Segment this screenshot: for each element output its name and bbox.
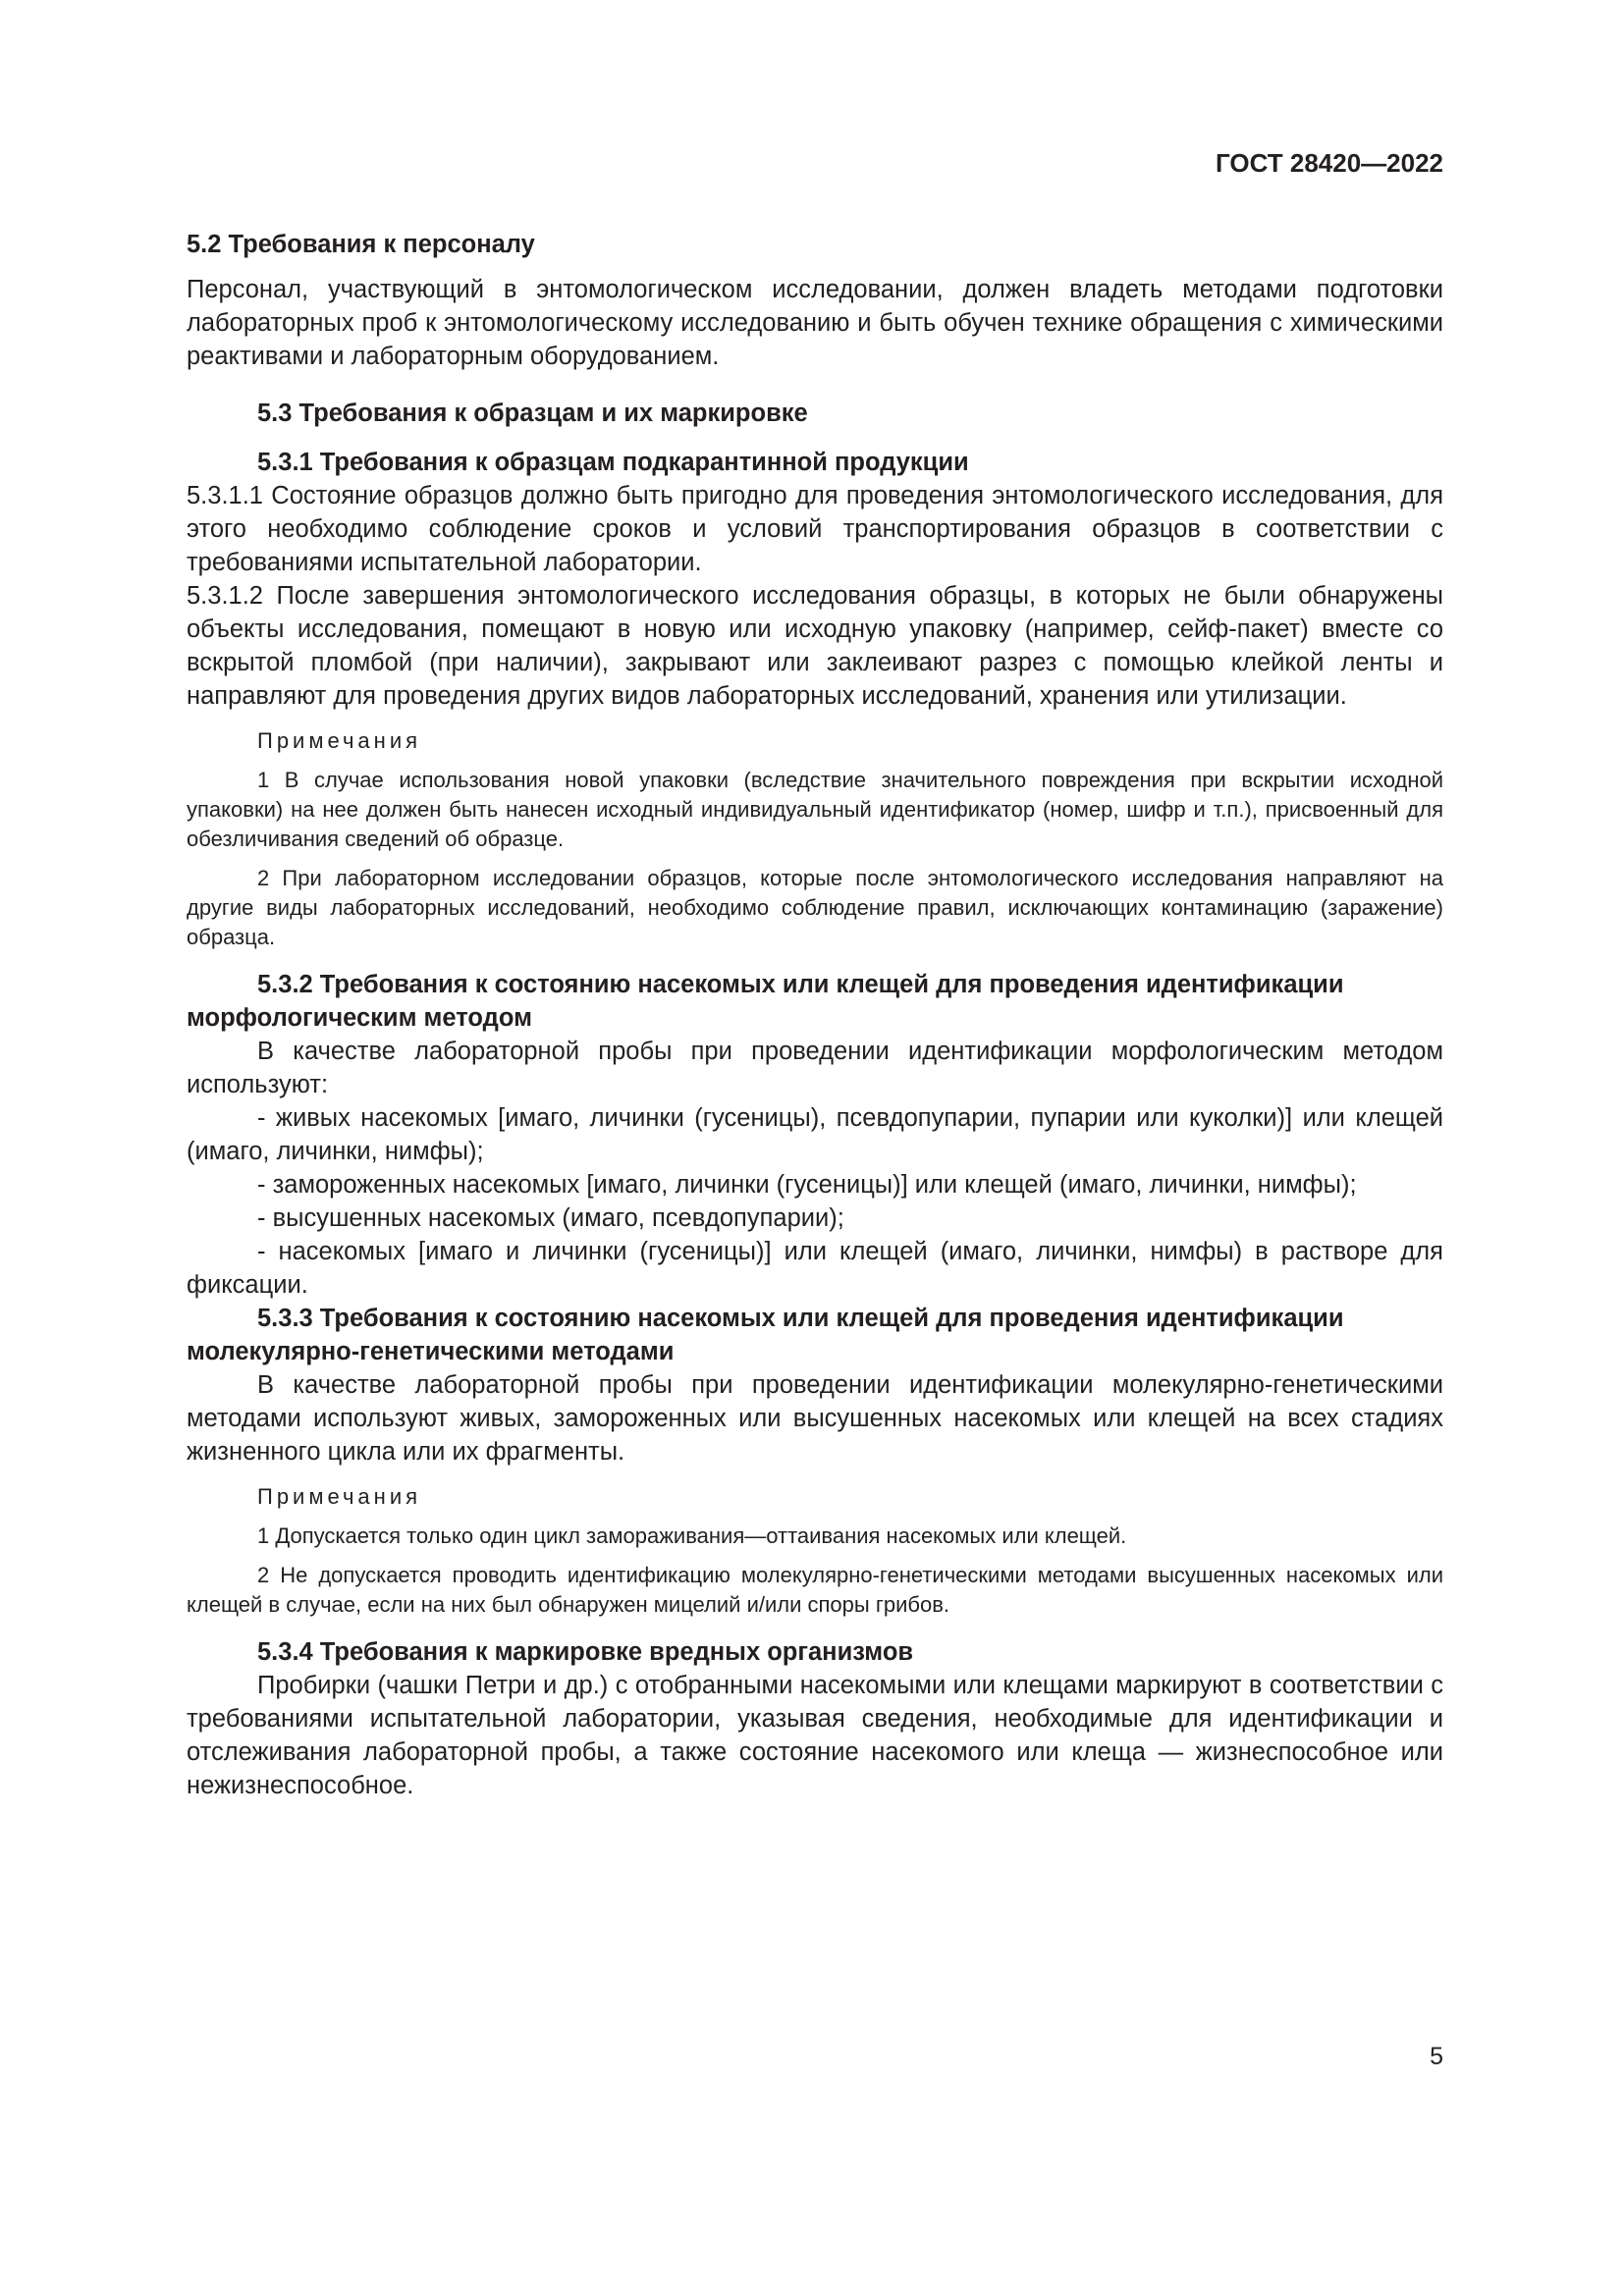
- section-5-3-3-text: В качестве лабораторной пробы при проведении идентификации молекулярно-генетическими методами используют живых, замороженных или высушенных насекомых или клещей на всех стадиях жизненного цикла или их фрагменты.: [187, 1371, 1443, 1466]
- note-1-1: 1 В случае использования новой упаковки (вследствие значительного повреждения при вскрытии исходной упаковки) на нее должен быть нанесен исходный индивидуальный идентификатор (номер, шифр и т.п.), присвоенный для обезличивания сведений об образце.: [187, 768, 1443, 851]
- list-item: - насекомых [имаго и личинки (гусеницы)] или клещей (имаго, личинки, нимфы) в растворе для фиксации.: [187, 1238, 1443, 1299]
- section-5-2-heading: 5.2 Требования к персоналу: [187, 231, 535, 258]
- clause-5-3-1-1: 5.3.1.1 Состояние образцов должно быть пригодно для проведения энтомологического исследования, для этого необходимо соблюдение сроков и условий транспортирования образцов в соответствии с требованиями испытательной лаборатории.: [187, 482, 1443, 576]
- section-5-2-text: Персонал, участвующий в энтомологическом исследовании, должен владеть методами подготовки лабораторных проб к энтомологическому исследованию и быть обучен технике обращения с химическими реактивами и лабораторным оборудованием.: [187, 276, 1443, 370]
- notes-2-title: Примечания: [257, 1484, 422, 1509]
- section-5-3-1-heading: 5.3.1 Требования к образцам подкарантинной продукции: [257, 449, 969, 476]
- note-2-2: 2 Не допускается проводить идентификацию молекулярно-генетическими методами высушенных насекомых или клещей в случае, если на них был обнаружен мицелий и/или споры грибов.: [187, 1563, 1443, 1617]
- note-2-1: 1 Допускается только один цикл замораживания—оттаивания насекомых или клещей.: [257, 1523, 1127, 1548]
- section-5-3-2-text: В качестве лабораторной пробы при проведении идентификации морфологическим методом используют:: [187, 1038, 1443, 1098]
- document-code: ГОСТ 28420—2022: [1216, 148, 1443, 178]
- notes-1-title: Примечания: [257, 728, 422, 753]
- section-5-3-3-heading: 5.3.3 Требования к состоянию насекомых или клещей для проведения идентификации молекулярно-генетическими методами: [187, 1305, 1344, 1365]
- clause-5-3-1-2: 5.3.1.2 После завершения энтомологического исследования образцы, в которых не были обнаружены объекты исследования, помещают в новую или исходную упаковку (например, сейф-пакет) вместе со вскрытой пломбой (при наличии), закрывают или заклеивают разрез с помощью клейкой ленты и направляют для проведения других видов лабораторных исследований, хранения или утилизации.: [187, 582, 1443, 710]
- list-item: - замороженных насекомых [имаго, личинки (гусеницы)] или клещей (имаго, личинки, нимфы);: [257, 1171, 1357, 1199]
- section-5-3-4-heading: 5.3.4 Требования к маркировке вредных организмов: [257, 1638, 914, 1666]
- list-item: - высушенных насекомых (имаго, псевдопупарии);: [257, 1204, 844, 1232]
- section-5-3-4-text: Пробирки (чашки Петри и др.) с отобранными насекомыми или клещами маркируют в соответствии с требованиями испытательной лаборатории, указывая сведения, необходимые для идентификации и отслеживания лабораторной пробы, а также состояние насекомого или клеща — жизнеспособное или нежизнеспособное.: [187, 1672, 1443, 1799]
- document-page: [187, 0, 1443, 2296]
- note-1-2: 2 При лабораторном исследовании образцов, которые после энтомологического исследования направляют на другие виды лабораторных исследований, необходимо соблюдение правил, исключающих контаминацию (заражение) образца.: [187, 866, 1443, 949]
- section-5-3-2-heading: 5.3.2 Требования к состоянию насекомых или клещей для проведения идентификации морфологическим методом: [187, 971, 1344, 1032]
- page-number: 5: [1430, 2043, 1443, 2070]
- section-5-3-heading: 5.3 Требования к образцам и их маркировке: [257, 400, 808, 427]
- list-item: - живых насекомых [имаго, личинки (гусеницы), псевдопупарии, пупарии или куколки)] или клещей (имаго, личинки, нимфы);: [187, 1104, 1443, 1165]
- document-body: [187, 228, 1443, 1802]
